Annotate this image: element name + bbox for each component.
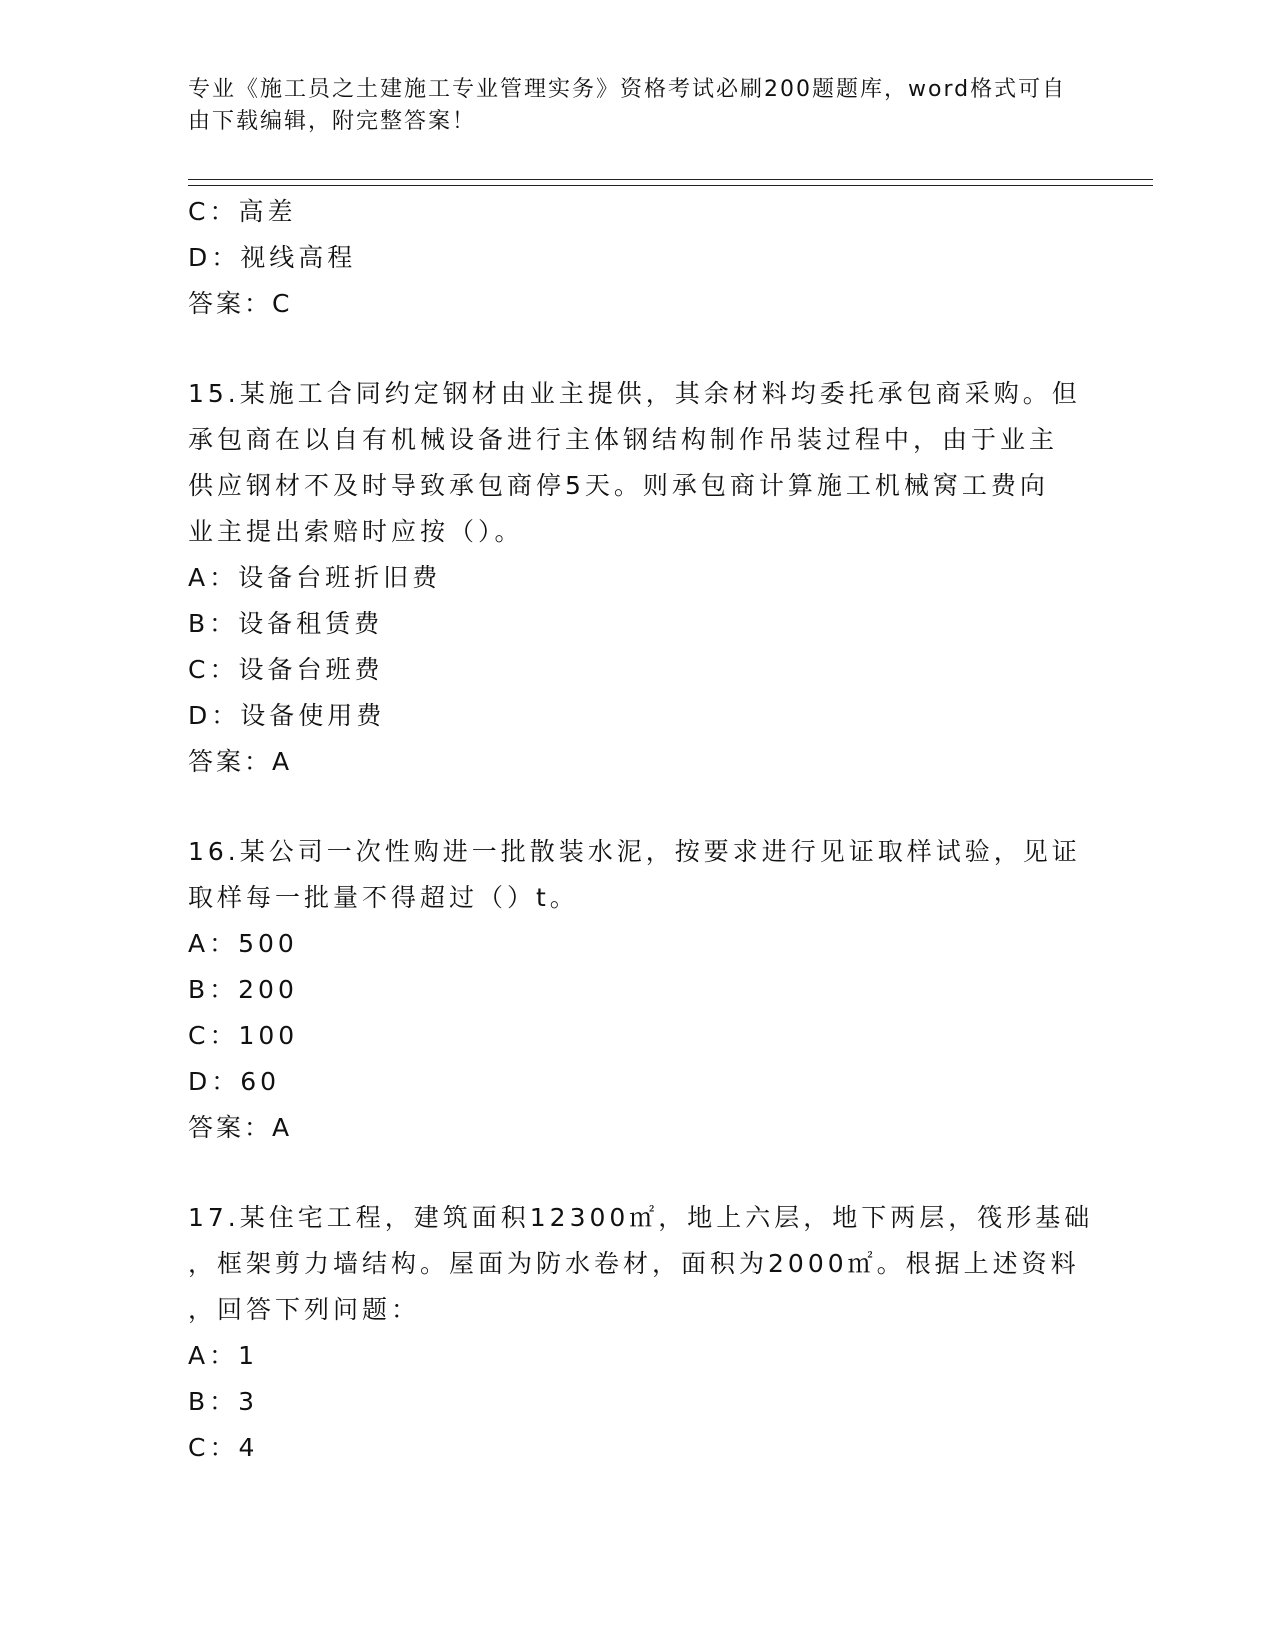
question-16 xyxy=(188,829,1088,1151)
question-line: ，回答下列问题： xyxy=(188,1295,421,1324)
question-line: 取样每一批量不得超过（）t。 xyxy=(188,883,579,912)
question-15 xyxy=(188,371,1088,785)
answer: 答案：C xyxy=(188,289,293,318)
question-text xyxy=(188,829,1088,921)
answer: 答案：A xyxy=(188,747,293,776)
option-b: B：设备租赁费 xyxy=(188,609,384,638)
question-text xyxy=(188,1195,1094,1333)
question-line: 承包商在以自有机械设备进行主体钢结构制作吊装过程中，由于业主 xyxy=(188,425,1059,454)
option-c: C：高差 xyxy=(188,197,297,226)
question-line: 15.某施工合同约定钢材由业主提供，其余材料均委托承包商采购。但 xyxy=(188,379,1081,408)
prev-question-tail xyxy=(188,189,1088,327)
option-c: C：100 xyxy=(188,1021,299,1050)
option-d: D：设备使用费 xyxy=(188,701,386,730)
question-text xyxy=(188,371,1088,555)
document-header: 专业《施工员之土建施工专业管理实务》资格考试必刷200题题库，word格式可自由下载编辑，附完整答案！ xyxy=(188,77,1067,134)
option-c: C：设备台班费 xyxy=(188,655,384,684)
option-a: A：500 xyxy=(188,929,298,958)
question-17 xyxy=(188,1195,1094,1471)
option-b: B：200 xyxy=(188,975,298,1004)
question-line: 供应钢材不及时导致承包商停5天。则承包商计算施工机械窝工费向 xyxy=(188,471,1049,500)
document-body xyxy=(188,189,1094,1471)
option-a: A：设备台班折旧费 xyxy=(188,563,442,592)
option-a: A：1 xyxy=(188,1341,259,1370)
question-line: 16.某公司一次性购进一批散装水泥，按要求进行见证取样试验，见证 xyxy=(188,837,1081,866)
answer: 答案：A xyxy=(188,1113,293,1142)
question-line: 业主提出索赔时应按（）。 xyxy=(188,517,524,546)
option-d: D：60 xyxy=(188,1067,281,1096)
option-c: C：4 xyxy=(188,1433,259,1462)
question-line: 17.某住宅工程，建筑面积12300㎡，地上六层，地下两层，筏形基础 xyxy=(188,1203,1094,1232)
question-line: ，框架剪力墙结构。屋面为防水卷材，面积为2000㎡。根据上述资料 xyxy=(188,1249,1080,1278)
option-d: D：视线高程 xyxy=(188,243,357,272)
option-b: B：3 xyxy=(188,1387,259,1416)
header-divider xyxy=(188,179,1153,186)
